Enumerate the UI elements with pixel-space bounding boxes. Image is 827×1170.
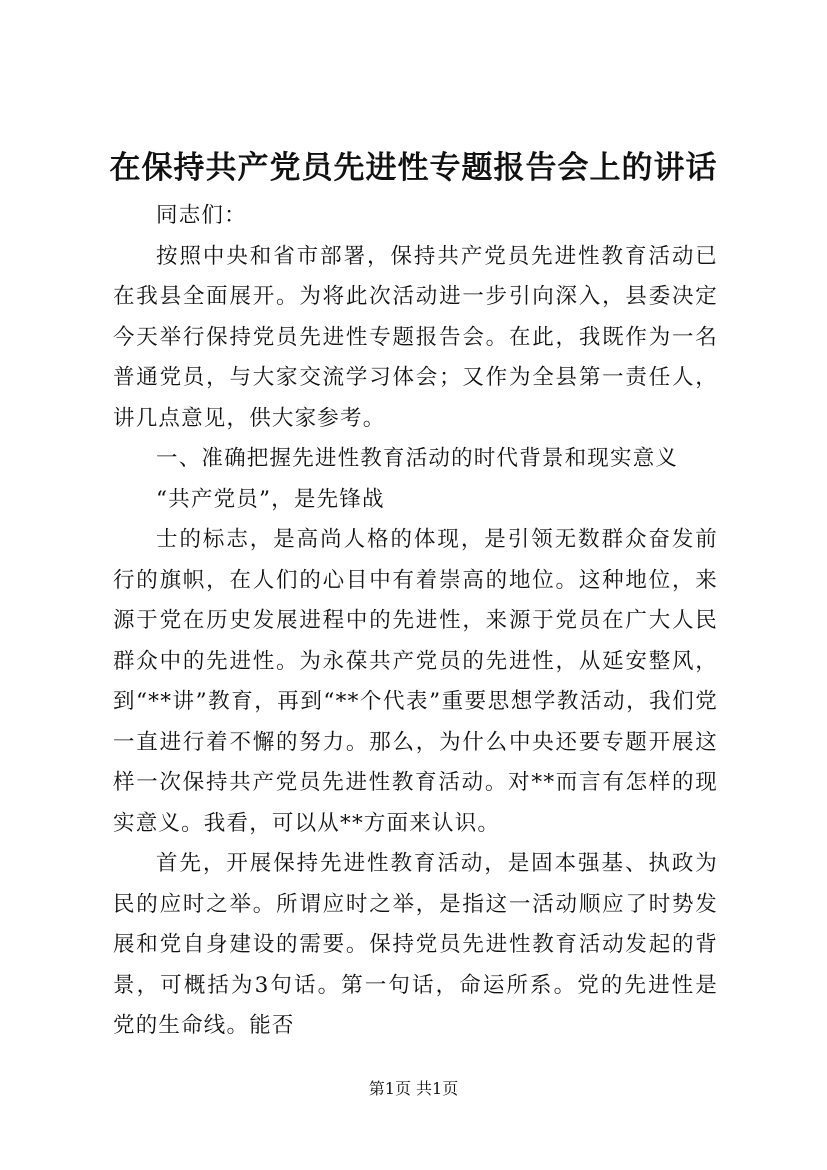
body-paragraph: 首先，开展保持先进性教育活动，是固本强基、执政为民的应时之举。所谓应时之举，是指这一活动顺应了时势发展和党自身建设的需要。保持党员先进性教育活动发起的背景，可概括为3句话。第一句话，命运所系。党的先进性是党的生命线。能否 <box>113 851 718 1038</box>
section-heading: 一、准确把握先进性教育活动的时代背景和现实意义 <box>156 446 679 471</box>
document-title: 在保持共产党员先进性专题报告会上的讲话 <box>109 150 718 186</box>
document-body <box>113 196 718 1047</box>
body-paragraph: 按照中央和省市部署，保持共产党员先进性教育活动已在我县全面展开。为将此次活动进一步引向深入，县委决定今天举行保持党员先进性专题报告会。在此，我既作为一名普通党员，与大家交流学习体会；又作为全县第一责任人，讲几点意见，供大家参考。 <box>113 243 718 431</box>
body-paragraph: 士的标志，是高尚人格的体现，是引领无数群众奋发前行的旗帜，在人们的心目中有着崇高的地位。这种地位，来源于党在历史发展进程中的先进性，来源于党员在广大人民群众中的先进性。为永葆共产党员的先进性，从延安整风，到“**讲”教育，再到“**个代表”重要思想学教活动，我们党一直进行着不懈的努力。那么，为什么中央还要专题开展这样一次保持共产党员先进性教育活动。对**而言有怎样的现实意义。我看，可以从**方面来认识。 <box>113 527 718 836</box>
body-paragraph: “共产党员”，是先锋战 <box>156 486 385 512</box>
salutation-paragraph: 同志们： <box>156 203 247 228</box>
page-footer: 第1页 共1页 <box>368 1079 459 1098</box>
